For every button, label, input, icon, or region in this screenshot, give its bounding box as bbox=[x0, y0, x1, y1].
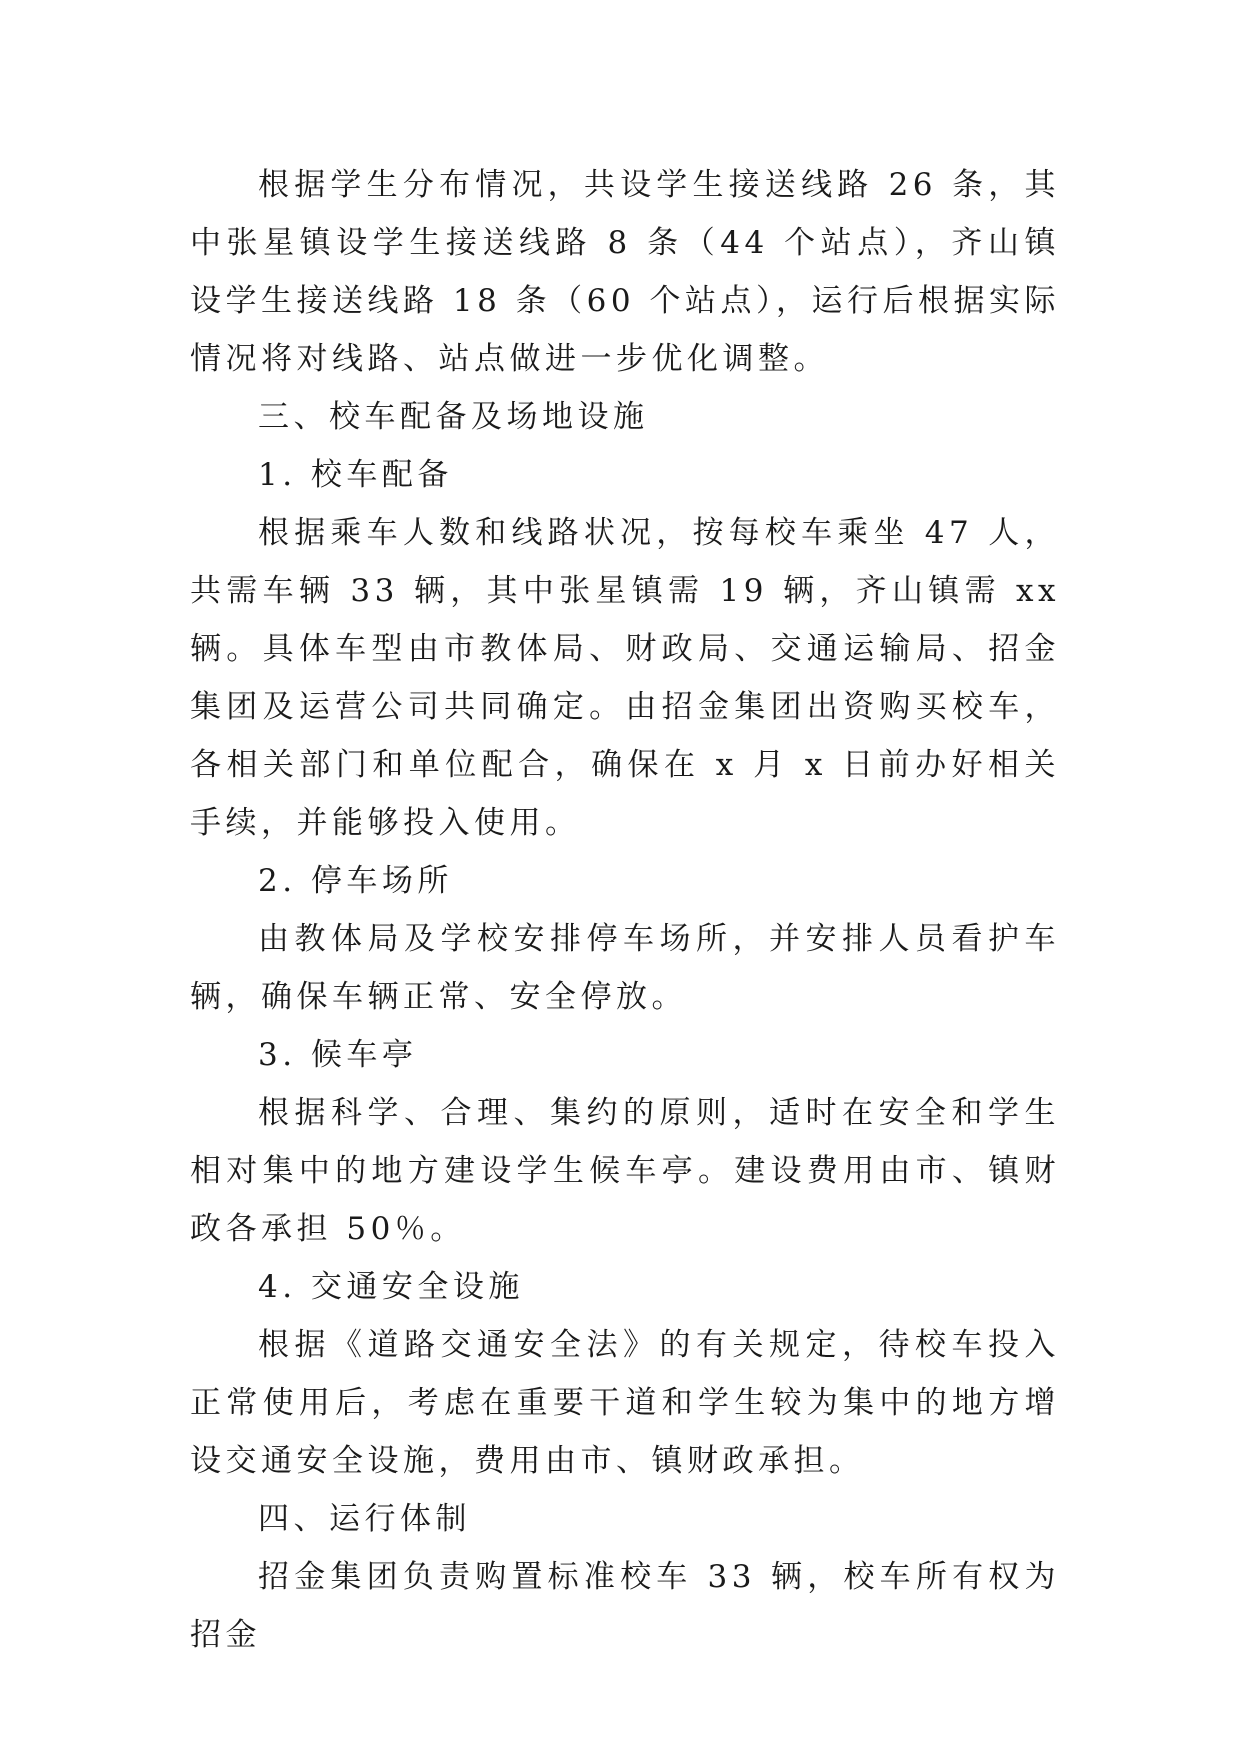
subheading-bus-shelter: 3. 候车亭 bbox=[258, 1037, 418, 1073]
document-body bbox=[190, 156, 1060, 1664]
paragraph-operation-system: 招金集团负责购置标准校车 33 辆，校车所有权为招金 bbox=[190, 1559, 1060, 1653]
subheading-bus-allocation: 1. 校车配备 bbox=[258, 457, 453, 493]
section-heading-operation-system: 四、运行体制 bbox=[258, 1501, 471, 1537]
subheading-parking: 2. 停车场所 bbox=[258, 863, 453, 899]
paragraph-route-distribution: 根据学生分布情况，共设学生接送线路 26 条，其中张星镇设学生接送线路 8 条（44 个站点），齐山镇设学生接送线路 18 条（60 个站点），运行后根据实际情况将对线路、站点做进一步优化调整。 bbox=[190, 167, 1060, 377]
subheading-traffic-safety: 4. 交通安全设施 bbox=[258, 1269, 524, 1305]
paragraph-bus-allocation: 根据乘车人数和线路状况，按每校车乘坐 47 人，共需车辆 33 辆，其中张星镇需 19 辆，齐山镇需 xx 辆。具体车型由市教体局、财政局、交通运输局、招金集团及运营公司共同确定。由招金集团出资购买校车，各相关部门和单位配合，确保在 x 月 x 日前办好相关手续，并能够投入使用。 bbox=[190, 515, 1060, 841]
section-heading-school-bus-equipment: 三、校车配备及场地设施 bbox=[258, 399, 649, 435]
paragraph-bus-shelter: 根据科学、合理、集约的原则，适时在安全和学生相对集中的地方建设学生候车亭。建设费用由市、镇财政各承担 50％。 bbox=[190, 1095, 1060, 1247]
paragraph-parking: 由教体局及学校安排停车场所，并安排人员看护车辆，确保车辆正常、安全停放。 bbox=[190, 921, 1060, 1015]
paragraph-traffic-safety: 根据《道路交通安全法》的有关规定，待校车投入正常使用后，考虑在重要干道和学生较为集中的地方增设交通安全设施，费用由市、镇财政承担。 bbox=[190, 1327, 1060, 1479]
